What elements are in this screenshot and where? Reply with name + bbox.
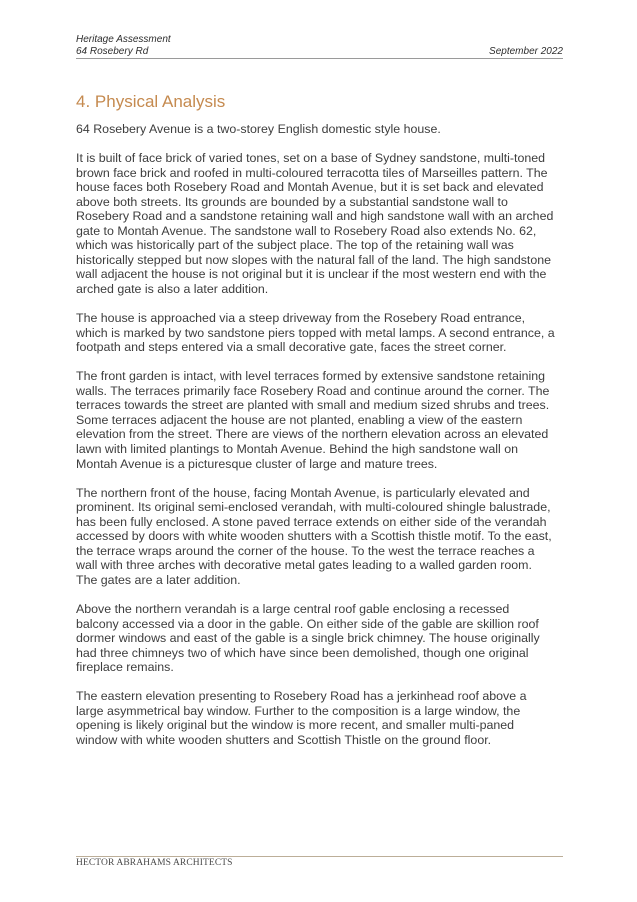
section-body <box>76 122 563 762</box>
body-paragraph: 64 Rosebery Avenue is a two-storey English domestic style house. <box>76 122 441 136</box>
footer-firm-name: HECTOR ABRAHAMS ARCHITECTS <box>76 858 233 868</box>
body-paragraph: The front garden is intact, with level terraces formed by extensive sandstone retaining walls. The terraces primarily face Rosebery Road and continue around the corner. The terraces towards the street are planted with small and medium sized shrubs and trees. Some terraces adjacent the house are not planted, enabling a view of the eastern elevation from the street. There are views of the northern elevation across an elevated lawn with limited plantings to Montah Avenue. Behind the high sandstone wall on Montah Avenue is a picturesque cluster of large and mature trees. <box>76 369 550 471</box>
footer-divider <box>76 856 563 857</box>
header-document-title: Heritage Assessment <box>76 34 171 45</box>
body-paragraph: The eastern elevation presenting to Rosebery Road has a jerkinhead roof above a large asymmetrical bay window. Further to the composition is a large window, the opening is likely original but the window is more recent, and smaller multi-paned window with white wooden shutters and Scottish Thistle on the ground floor. <box>76 689 527 747</box>
body-paragraph: The northern front of the house, facing Montah Avenue, is particularly elevated and prominent. Its original semi-enclosed verandah, with multi-coloured shingle balustrade, has been fully enclosed. A stone paved terrace extends on either side of the verandah accessed by doors with white wooden shutters with a Scottish thistle motif. To the east, the terrace wraps around the corner of the house. To the west the terrace reaches a wall with three arches with decorative metal gates leading to a walled garden room. The gates are a later addition. <box>76 485 552 587</box>
page-header-left <box>76 34 171 58</box>
section-heading: 4. Physical Analysis <box>76 92 226 111</box>
body-paragraph: It is built of face brick of varied tones, set on a base of Sydney sandstone, multi-toned brown face brick and roofed in multi-coloured terracotta tiles of Marseilles pattern. The house faces both Rosebery Road and Montah Avenue, but it is set back and elevated above both streets. Its grounds are bounded by a substantial sandstone wall to Rosebery Road and a sandstone retaining wall and high sandstone wall with an arched gate to Montah Avenue. The sandstone wall to Rosebery Road also extends No. 62, which was historically part of the subject place. The top of the retaining wall was historically stepped but now slopes with the natural fall of the land. The high sandstone wall adjacent the house is not original but it is unclear if the most western end with the arched gate is also a later addition. <box>76 151 554 297</box>
header-address: 64 Rosebery Rd <box>76 46 149 57</box>
header-divider <box>76 58 563 59</box>
header-date: September 2022 <box>489 46 563 57</box>
body-paragraph: The house is approached via a steep driveway from the Rosebery Road entrance, which is marked by two sandstone piers topped with metal lamps. A second entrance, a footpath and steps entered via a small decorative gate, faces the street corner. <box>76 311 555 355</box>
body-paragraph: Above the northern verandah is a large central roof gable enclosing a recessed balcony accessed via a door in the gable. On either side of the gable are skillion roof dormer windows and east of the gable is a single brick chimney. The house originally had three chimneys two of which have since been demolished, though one original fireplace remains. <box>76 602 540 675</box>
